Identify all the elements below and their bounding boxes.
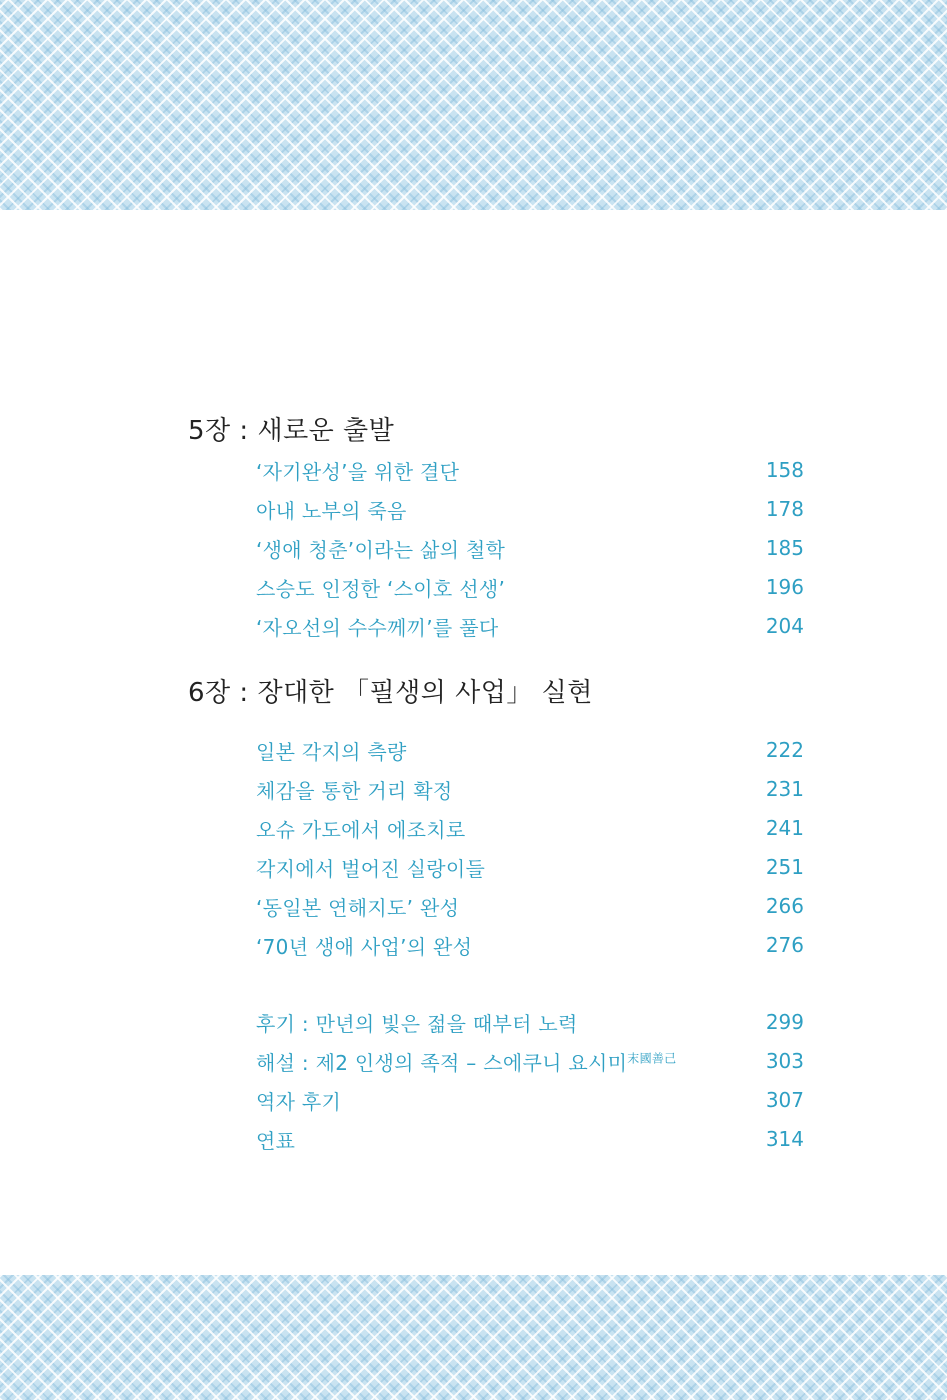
toc-entry-title: 연표 (256, 1128, 296, 1153)
toc-entry-page: 276 (765, 933, 804, 957)
toc-entry[interactable] (256, 494, 804, 524)
toc-entry[interactable] (256, 930, 804, 960)
toc-entry-page: 299 (765, 1010, 804, 1034)
toc-entry-page: 231 (765, 777, 804, 801)
toc-entry-commentary[interactable] (256, 1046, 804, 1076)
toc-entry-title: ‘70년 생애 사업’의 완성 (256, 934, 473, 959)
author-name-hanja: 末國善己 (627, 1050, 677, 1065)
toc-entry-title: ‘자오선의 수수께끼’를 풀다 (256, 615, 499, 640)
toc-entry-title: 후기 : 만년의 빛은 젊을 때부터 노력 (256, 1011, 578, 1036)
toc-entry-page: 241 (765, 816, 804, 840)
decorative-pattern-top (0, 0, 947, 210)
toc-entry[interactable] (256, 735, 804, 765)
toc-entry-title: ‘생애 청춘’이라는 삶의 철학 (256, 537, 506, 562)
toc-entry[interactable] (256, 891, 804, 921)
toc-entry-page: 222 (765, 738, 804, 762)
toc-entry-page: 307 (765, 1088, 804, 1112)
toc-entry-page: 303 (765, 1049, 804, 1073)
toc-entry-page: 251 (765, 855, 804, 879)
commentary-title-text: 해설 : 제2 인생의 족적 – 스에쿠니 요시미 (256, 1050, 628, 1075)
toc-entry-title: 아내 노부의 죽음 (256, 498, 407, 523)
toc-entry[interactable] (256, 611, 804, 641)
toc-entry-chronology[interactable] (256, 1124, 804, 1154)
decorative-pattern-bottom (0, 1275, 947, 1400)
toc-entry-page: 185 (765, 536, 804, 560)
toc-entry-title: 스승도 인정한 ‘스이호 선생’ (256, 576, 506, 601)
toc-entry-title: 역자 후기 (256, 1089, 342, 1114)
toc-entry-title (256, 1047, 676, 1076)
toc-entry-page: 158 (765, 458, 804, 482)
toc-entry-title: 체감을 통한 거리 확정 (256, 778, 453, 803)
toc-entry-title: 각지에서 벌어진 실랑이들 (256, 856, 486, 881)
toc-entry[interactable] (256, 533, 804, 563)
chapter-6-heading: 6장 : 장대한 「필생의 사업」 실현 (188, 678, 593, 708)
toc-entry-afterword[interactable] (256, 1007, 804, 1037)
toc-entry-page: 266 (765, 894, 804, 918)
chapter-5-heading: 5장 : 새로운 출발 (188, 416, 395, 446)
toc-entry-page: 204 (765, 614, 804, 638)
toc-entry-page: 178 (765, 497, 804, 521)
toc-entry[interactable] (256, 852, 804, 882)
toc-entry-title: 일본 각지의 측량 (256, 739, 407, 764)
toc-entry[interactable] (256, 572, 804, 602)
toc-entry-title: 오슈 가도에서 에조치로 (256, 817, 466, 842)
toc-entry-title: ‘동일본 연해지도’ 완성 (256, 895, 460, 920)
toc-entry[interactable] (256, 774, 804, 804)
toc-entry-page: 314 (765, 1127, 804, 1151)
toc-entry-translator-note[interactable] (256, 1085, 804, 1115)
toc-entry[interactable] (256, 813, 804, 843)
toc-entry-page: 196 (765, 575, 804, 599)
toc-entry[interactable] (256, 455, 804, 485)
toc-entry-title: ‘자기완성’을 위한 결단 (256, 459, 460, 484)
